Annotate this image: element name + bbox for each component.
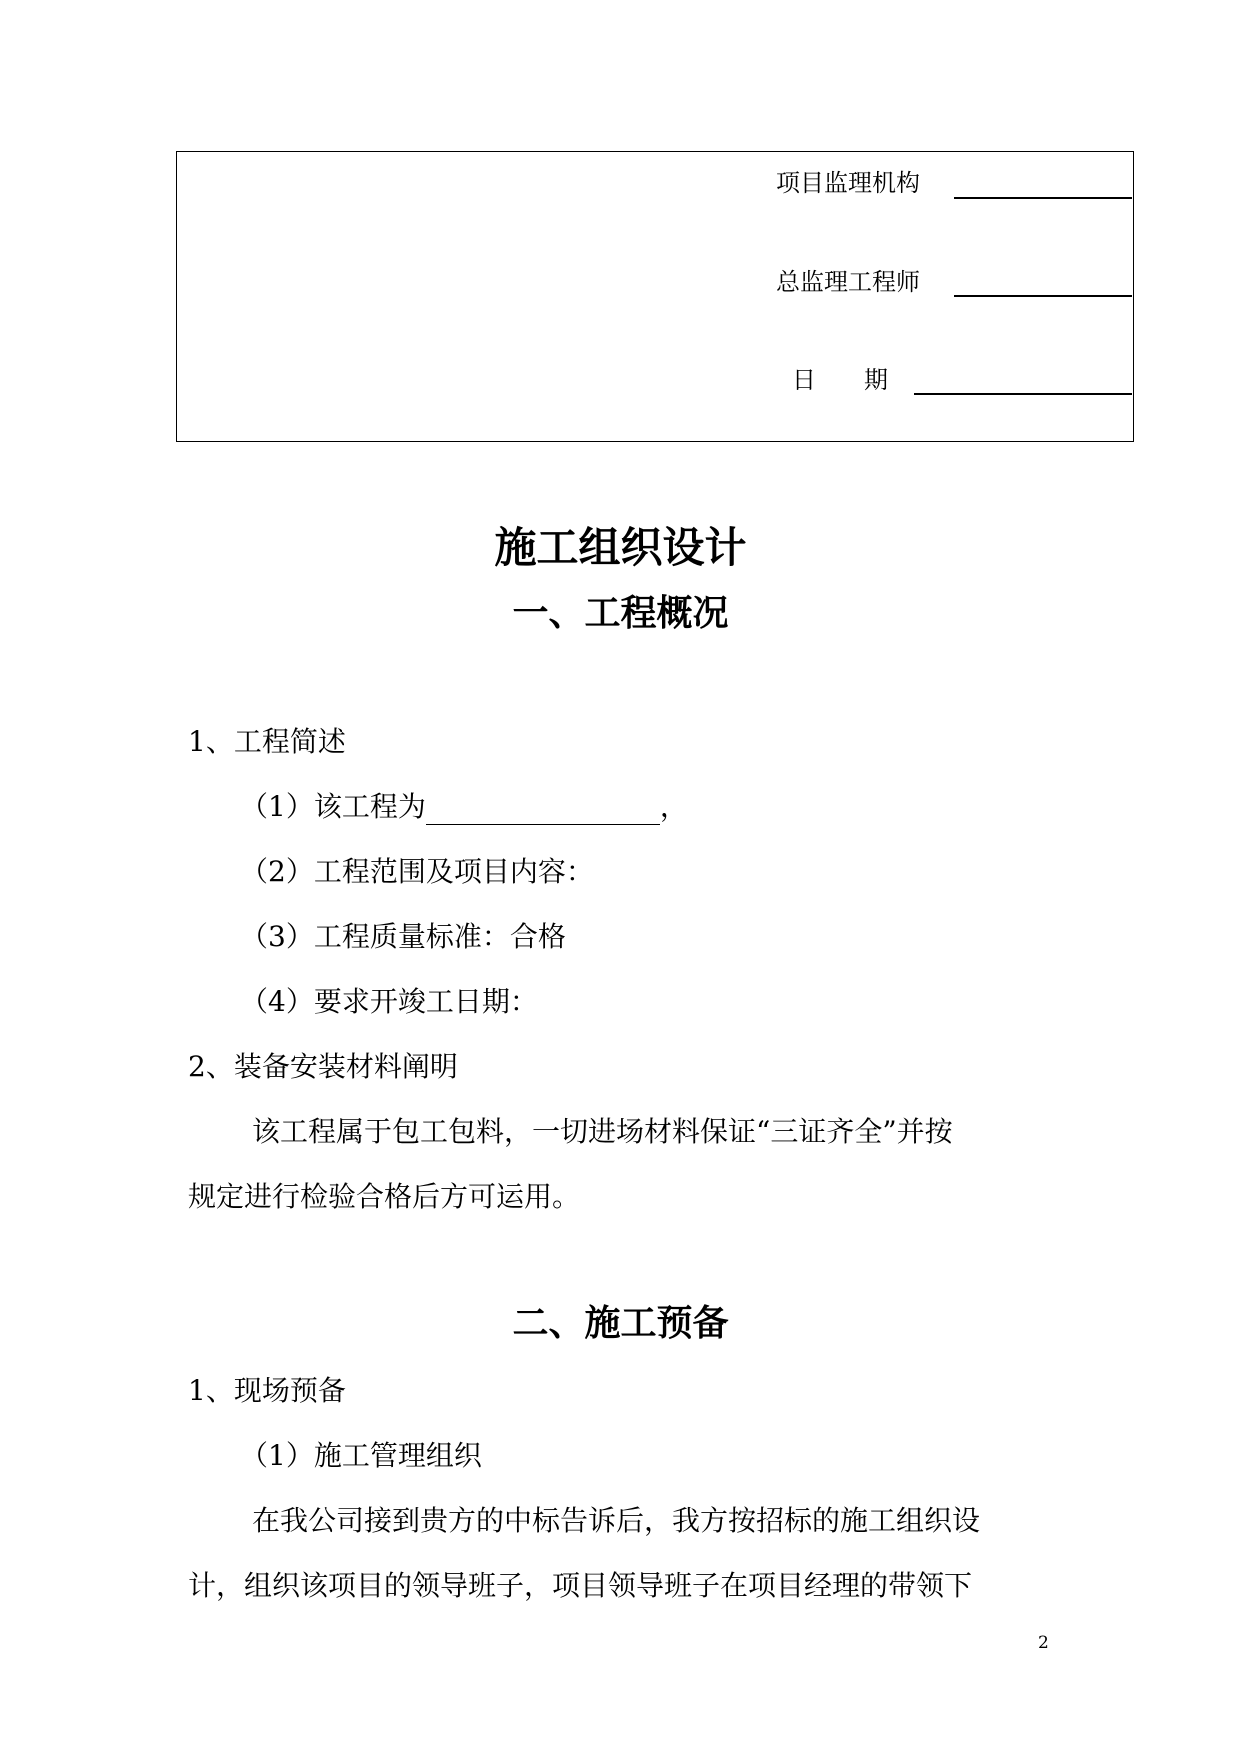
project-name-blank — [426, 798, 660, 825]
item-1-management: （1）施工管理组织 — [240, 1439, 482, 1472]
item-1-suffix: ， — [659, 790, 688, 823]
chief-engineer-signature-line — [954, 295, 1132, 297]
materials-paragraph-line-1: 该工程属于包工包料，一切进场材料保证“三证齐全”并按 — [252, 1115, 953, 1148]
section-2-subheading-site: 1、现场预备 — [188, 1374, 346, 1407]
item-1-project — [240, 789, 688, 825]
item-1-prefix: （1）该工程为 — [240, 790, 426, 823]
item-4-dates: （4）要求开竣工日期： — [240, 985, 538, 1018]
section-1-heading: 一、工程概况 — [512, 593, 729, 634]
materials-paragraph-line-2: 规定进行检验合格后方可运用。 — [188, 1180, 581, 1213]
section-1-subheading-overview: 1、工程简述 — [188, 725, 346, 758]
document-title: 施工组织设计 — [494, 523, 747, 572]
section-1-subheading-materials: 2、装备安装材料阐明 — [188, 1050, 458, 1083]
supervision-org-label: 项目监理机构 — [776, 169, 920, 197]
supervision-org-signature-line — [954, 197, 1132, 199]
date-signature-line — [914, 393, 1132, 395]
chief-engineer-label: 总监理工程师 — [776, 268, 920, 296]
item-2-scope: （2）工程范围及项目内容： — [240, 855, 594, 888]
section-2-heading: 二、施工预备 — [512, 1303, 729, 1344]
page-number: 2 — [1038, 1633, 1049, 1653]
management-paragraph-line-2: 计，组织该项目的领导班子，项目领导班子在项目经理的带领下 — [188, 1569, 973, 1602]
date-label: 日 期 — [792, 366, 888, 394]
management-paragraph-line-1: 在我公司接到贵方的中标告诉后，我方按招标的施工组织设 — [252, 1504, 981, 1537]
item-3-quality: （3）工程质量标准：合格 — [240, 920, 566, 953]
